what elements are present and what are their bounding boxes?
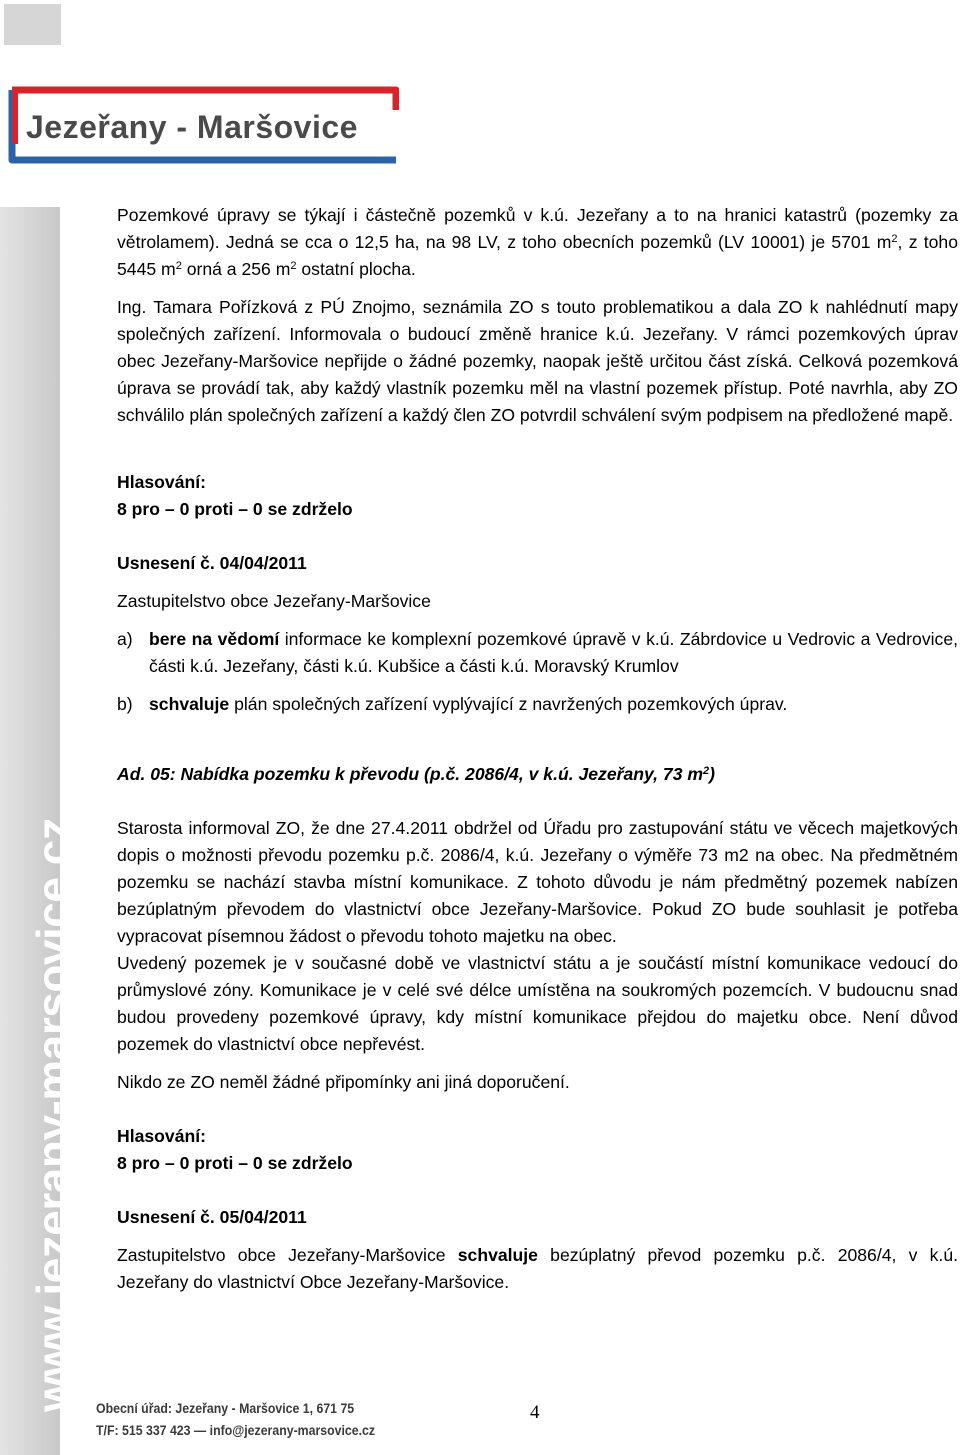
resolution-04-title: Usnesení č. 04/04/2011 [117,553,307,573]
logo-text: Jezeřany - Maršovice [26,109,358,145]
paragraph-state-offer: Starosta informoval ZO, že dne 27.4.2011 obdržel od Úřadu pro zastupování státu ve věcech majetkových dopis o možnosti převodu pozemku p.č. 2086/4, k.ú. Jezeřany o výměře 73 m2 na obec. Na předmětném pozemku se nachází stavba místní komunikace. Z tohoto důvodu je nám předmětný pozemek nabízen bezúplatným převodem do vlastnictví obce Jezeřany-Maršovice. Pokud ZO bude souhlasit je potřeba vypracovat písemnou žádost o převodu tohoto majetku na obec. [117,818,958,946]
vote-result-1: 8 pro – 0 proti – 0 se zdrželo [117,499,353,519]
document-body [117,202,958,1296]
footer-contact [96,1398,375,1442]
vote-result-2: 8 pro – 0 proti – 0 se zdrželo [117,1153,353,1173]
footer-phone-email: T/F: 515 337 423 — info@jezerany-marsovice.cz [96,1423,376,1438]
sidebar-website-url: www.jezerany-marsovice.cz [27,817,79,1412]
section-05-heading: Ad. 05: Nabídka pozemku k převodu (p.č. 2086/4, v k.ú. Jezeřany, 73 $m^2$) [117,764,716,784]
paragraph-land-adjustments: Pozemkové úpravy se týkají i částečně pozemků v k.ú. Jezeřany a to na hranici katastrů (pozemky za větrolamem). Jedná se cca o 12,5 ha, na 98 LV, z toho obecních pozemků (LV 10001) je 5701 $m^2$, z toho 5445 $m^2$ orná a 256 $m^2$ ostatní plocha. [117,205,958,279]
page-number: 4 [530,1402,540,1423]
resolution-04-item-b: b) schvaluje plán společných zařízení vyplývající z navržených pozemkových úprav. [117,694,788,714]
resolution-05-text: Zastupitelstvo obce Jezeřany-Maršovice schvaluje bezúplatný převod pozemku p.č. 2086/4, v k.ú. Jezeřany do vlastnictví Obce Jezeřany-Maršovice. [117,1245,958,1292]
resolution-05-title: Usnesení č. 05/04/2011 [117,1207,307,1227]
footer-address: Obecní úřad: Jezeřany - Maršovice 1, 671 75 [96,1401,355,1416]
paragraph-pu-znojmo: Ing. Tamara Pořízková z PÚ Znojmo, seznámila ZO s touto problematikou a dala ZO k nahlédnutí mapy společných zařízení. Informovala o budoucí změně hranice k.ú. Jezeřany. V rámci pozemkových úprav obec Jezeřany-Maršovice nepřijde o žádné pozemky, naopak ještě určitou část získá. Celková pozemková úprava se provádí tak, aby každý vlastník pozemku měl na vlastní pozemek přístup. Poté navrhla, aby ZO schválilo plán společných zařízení a každý člen ZO potvrdil schválení svým podpisem na předložené mapě. [117,297,958,425]
corner-decoration [4,4,61,45]
vote-label-2: Hlasování: [117,1126,206,1146]
paragraph-no-comments: Nikdo ze ZO neměl žádné připomínky ani jiná doporučení. [117,1072,570,1092]
paragraph-road-ownership: Uvedený pozemek je v současné době ve vlastnictví státu a je součástí místní komunikace vedoucí do průmyslové zóny. Komunikace je v celé své délce umístěna na soukromých pozemcích. V budoucnu snad budou provedeny pozemkové úpravy, kdy místní komunikace přejdou do majetku obce. Není důvod pozemek do vlastnictví obce nepřevést. [117,953,958,1054]
municipality-logo [6,86,399,166]
resolution-04-item-a: a) bere na vědomí informace ke komplexní pozemkové úpravě v k.ú. Zábrdovice u Vedrovic a Vedrovice, části k.ú. Jezeřany, části k.ú. Kubšice a části k.ú. Moravský Krumlov [117,629,958,676]
vote-label-1: Hlasování: [117,472,206,492]
resolution-04-intro: Zastupitelstvo obce Jezeřany-Maršovice [117,591,431,611]
